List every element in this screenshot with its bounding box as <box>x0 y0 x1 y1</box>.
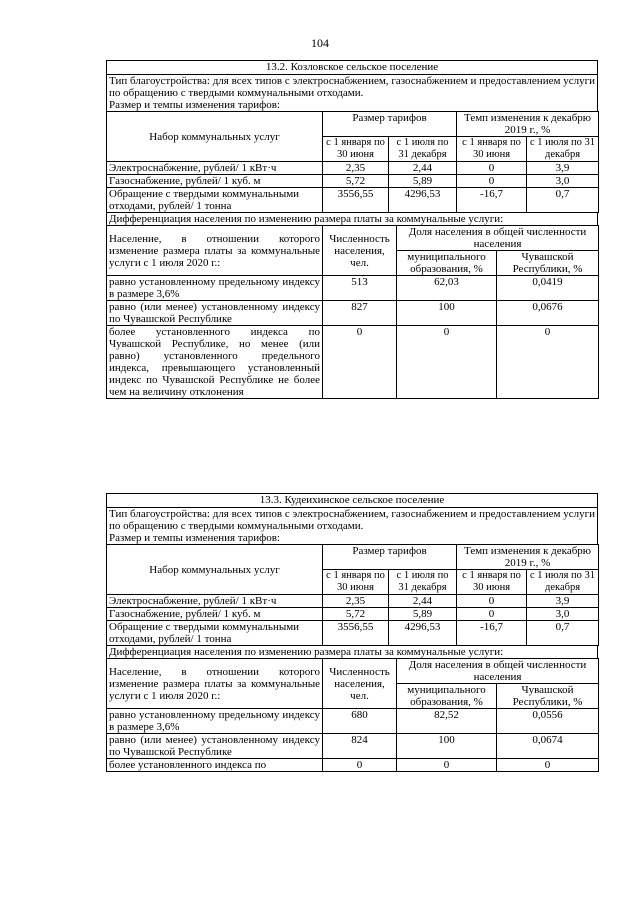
header-jul-dec: с 1 июля по 31 декабря <box>389 570 457 595</box>
population-count: 513 <box>323 276 397 301</box>
tariffs-label: Размер и темпы изменения тарифов: <box>106 99 598 111</box>
header-rate-jan-jun: с 1 января по 30 июня <box>457 137 527 162</box>
tariff-value: 5,72 <box>323 608 389 621</box>
tariff-value: 2,44 <box>389 595 457 608</box>
tariff-value: 4296,53 <box>389 188 457 213</box>
header-population: Население, в отношении которого изменение размера платы за коммунальные услуги с 1 июля 2020 г.: <box>107 226 323 276</box>
tariff-value: 4296,53 <box>389 621 457 646</box>
rate-value: -16,7 <box>457 621 527 646</box>
table-row <box>107 621 599 646</box>
tariff-value: 2,35 <box>323 162 389 175</box>
municipal-share: 100 <box>397 301 497 326</box>
service-name: Электроснабжение, рублей/ 1 кВт·ч <box>107 162 323 175</box>
population-count: 0 <box>323 326 397 399</box>
population-count: 824 <box>323 734 397 759</box>
differentiation-label: Дифференциация населения по изменению размера платы за коммунальные услуги: <box>106 646 598 658</box>
section-title: 13.2. Козловское сельское поселение <box>106 60 598 75</box>
population-category: равно установленному предельному индексу в размере 3,6% <box>107 276 323 301</box>
page-number: 104 <box>311 36 329 50</box>
tariff-value: 2,35 <box>323 595 389 608</box>
rate-value: 0,7 <box>527 188 599 213</box>
table-row <box>107 188 599 213</box>
republic-share: 0 <box>497 326 599 399</box>
rate-value: 3,0 <box>527 175 599 188</box>
service-name: Газоснабжение, рублей/ 1 куб. м <box>107 608 323 621</box>
tariff-value: 3556,55 <box>323 188 389 213</box>
header-rate-jul-dec: с 1 июля по 31 декабря <box>527 570 599 595</box>
rate-value: 3,9 <box>527 162 599 175</box>
republic-share: 0,0419 <box>497 276 599 301</box>
header-tariff-size: Размер тарифов <box>323 112 457 137</box>
header-change-rate: Темп изменения к декабрю 2019 г., % <box>457 545 599 570</box>
republic-share: 0,0556 <box>497 709 599 734</box>
tariff-value: 5,89 <box>389 608 457 621</box>
header-jul-dec: с 1 июля по 31 декабря <box>389 137 457 162</box>
service-name: Электроснабжение, рублей/ 1 кВт·ч <box>107 595 323 608</box>
population-table <box>106 225 599 399</box>
header-share: Доля населения в общей численности населения <box>397 659 599 684</box>
rate-value: 0 <box>457 608 527 621</box>
population-category: равно установленному предельному индексу в размере 3,6% <box>107 709 323 734</box>
rate-value: 0 <box>457 175 527 188</box>
municipal-share: 62,03 <box>397 276 497 301</box>
table-row <box>107 759 599 772</box>
header-tariff-size: Размер тарифов <box>323 545 457 570</box>
header-jan-jun: с 1 января по 30 июня <box>323 570 389 595</box>
header-count: Численность населения, чел. <box>323 226 397 276</box>
population-table <box>106 658 599 772</box>
tariff-value: 5,89 <box>389 175 457 188</box>
population-count: 680 <box>323 709 397 734</box>
service-name: Обращение с твердыми коммунальными отходами, рублей/ 1 тонна <box>107 188 323 213</box>
header-rate-jul-dec: с 1 июля по 31 декабря <box>527 137 599 162</box>
population-category: более установленного индекса по Чувашской Республике, но менее (или равно) установленного предельного индекса, превышающего установленный индекс по Чувашской Республике не более чем на величину отклонения <box>107 326 323 399</box>
section-kudeikhinskoe <box>106 493 598 772</box>
population-category: равно (или менее) установленному индексу по Чувашской Республике <box>107 301 323 326</box>
tariff-table <box>106 111 599 213</box>
header-republic: Чувашской Республики, % <box>497 684 599 709</box>
municipal-share: 0 <box>397 326 497 399</box>
rate-value: 3,9 <box>527 595 599 608</box>
rate-value: 0,7 <box>527 621 599 646</box>
table-row <box>107 608 599 621</box>
improvement-type-text: Тип благоустройства: для всех типов с электроснабжением, газоснабжением и предоставлением услуги по обращению с твердыми коммунальными отходами. <box>106 75 598 99</box>
tariff-value: 3556,55 <box>323 621 389 646</box>
rate-value: 0 <box>457 595 527 608</box>
header-municipal: муниципального образования, % <box>397 684 497 709</box>
table-row <box>107 595 599 608</box>
republic-share: 0,0676 <box>497 301 599 326</box>
population-count: 827 <box>323 301 397 326</box>
header-jan-jun: с 1 января по 30 июня <box>323 137 389 162</box>
table-row <box>107 734 599 759</box>
rate-value: -16,7 <box>457 188 527 213</box>
table-row <box>107 709 599 734</box>
republic-share: 0,0674 <box>497 734 599 759</box>
table-row <box>107 326 599 399</box>
tariffs-label: Размер и темпы изменения тарифов: <box>106 532 598 544</box>
municipal-share: 100 <box>397 734 497 759</box>
population-category: равно (или менее) установленному индексу по Чувашской Республике <box>107 734 323 759</box>
header-change-rate: Темп изменения к декабрю 2019 г., % <box>457 112 599 137</box>
section-title: 13.3. Кудеихинское сельское поселение <box>106 493 598 508</box>
header-population: Население, в отношении которого изменение размера платы за коммунальные услуги с 1 июля 2020 г.: <box>107 659 323 709</box>
rate-value: 3,0 <box>527 608 599 621</box>
header-republic: Чувашской Республики, % <box>497 251 599 276</box>
municipal-share: 0 <box>397 759 497 772</box>
differentiation-label: Дифференциация населения по изменению размера платы за коммунальные услуги: <box>106 213 598 225</box>
population-category: более установленного индекса по <box>107 759 323 772</box>
table-row <box>107 301 599 326</box>
header-count: Численность населения, чел. <box>323 659 397 709</box>
header-services: Набор коммунальных услуг <box>107 112 323 162</box>
tariff-table <box>106 544 599 646</box>
table-row <box>107 162 599 175</box>
table-row <box>107 276 599 301</box>
header-rate-jan-jun: с 1 января по 30 июня <box>457 570 527 595</box>
header-services: Набор коммунальных услуг <box>107 545 323 595</box>
service-name: Газоснабжение, рублей/ 1 куб. м <box>107 175 323 188</box>
service-name: Обращение с твердыми коммунальными отходами, рублей/ 1 тонна <box>107 621 323 646</box>
improvement-type-text: Тип благоустройства: для всех типов с электроснабжением, газоснабжением и предоставлением услуги по обращению с твердыми коммунальными отходами. <box>106 508 598 532</box>
header-share: Доля населения в общей численности населения <box>397 226 599 251</box>
rate-value: 0 <box>457 162 527 175</box>
tariff-value: 5,72 <box>323 175 389 188</box>
republic-share: 0 <box>497 759 599 772</box>
header-municipal: муниципального образования, % <box>397 251 497 276</box>
population-count: 0 <box>323 759 397 772</box>
table-row <box>107 175 599 188</box>
section-kozlovskoe <box>106 60 598 399</box>
tariff-value: 2,44 <box>389 162 457 175</box>
municipal-share: 82,52 <box>397 709 497 734</box>
